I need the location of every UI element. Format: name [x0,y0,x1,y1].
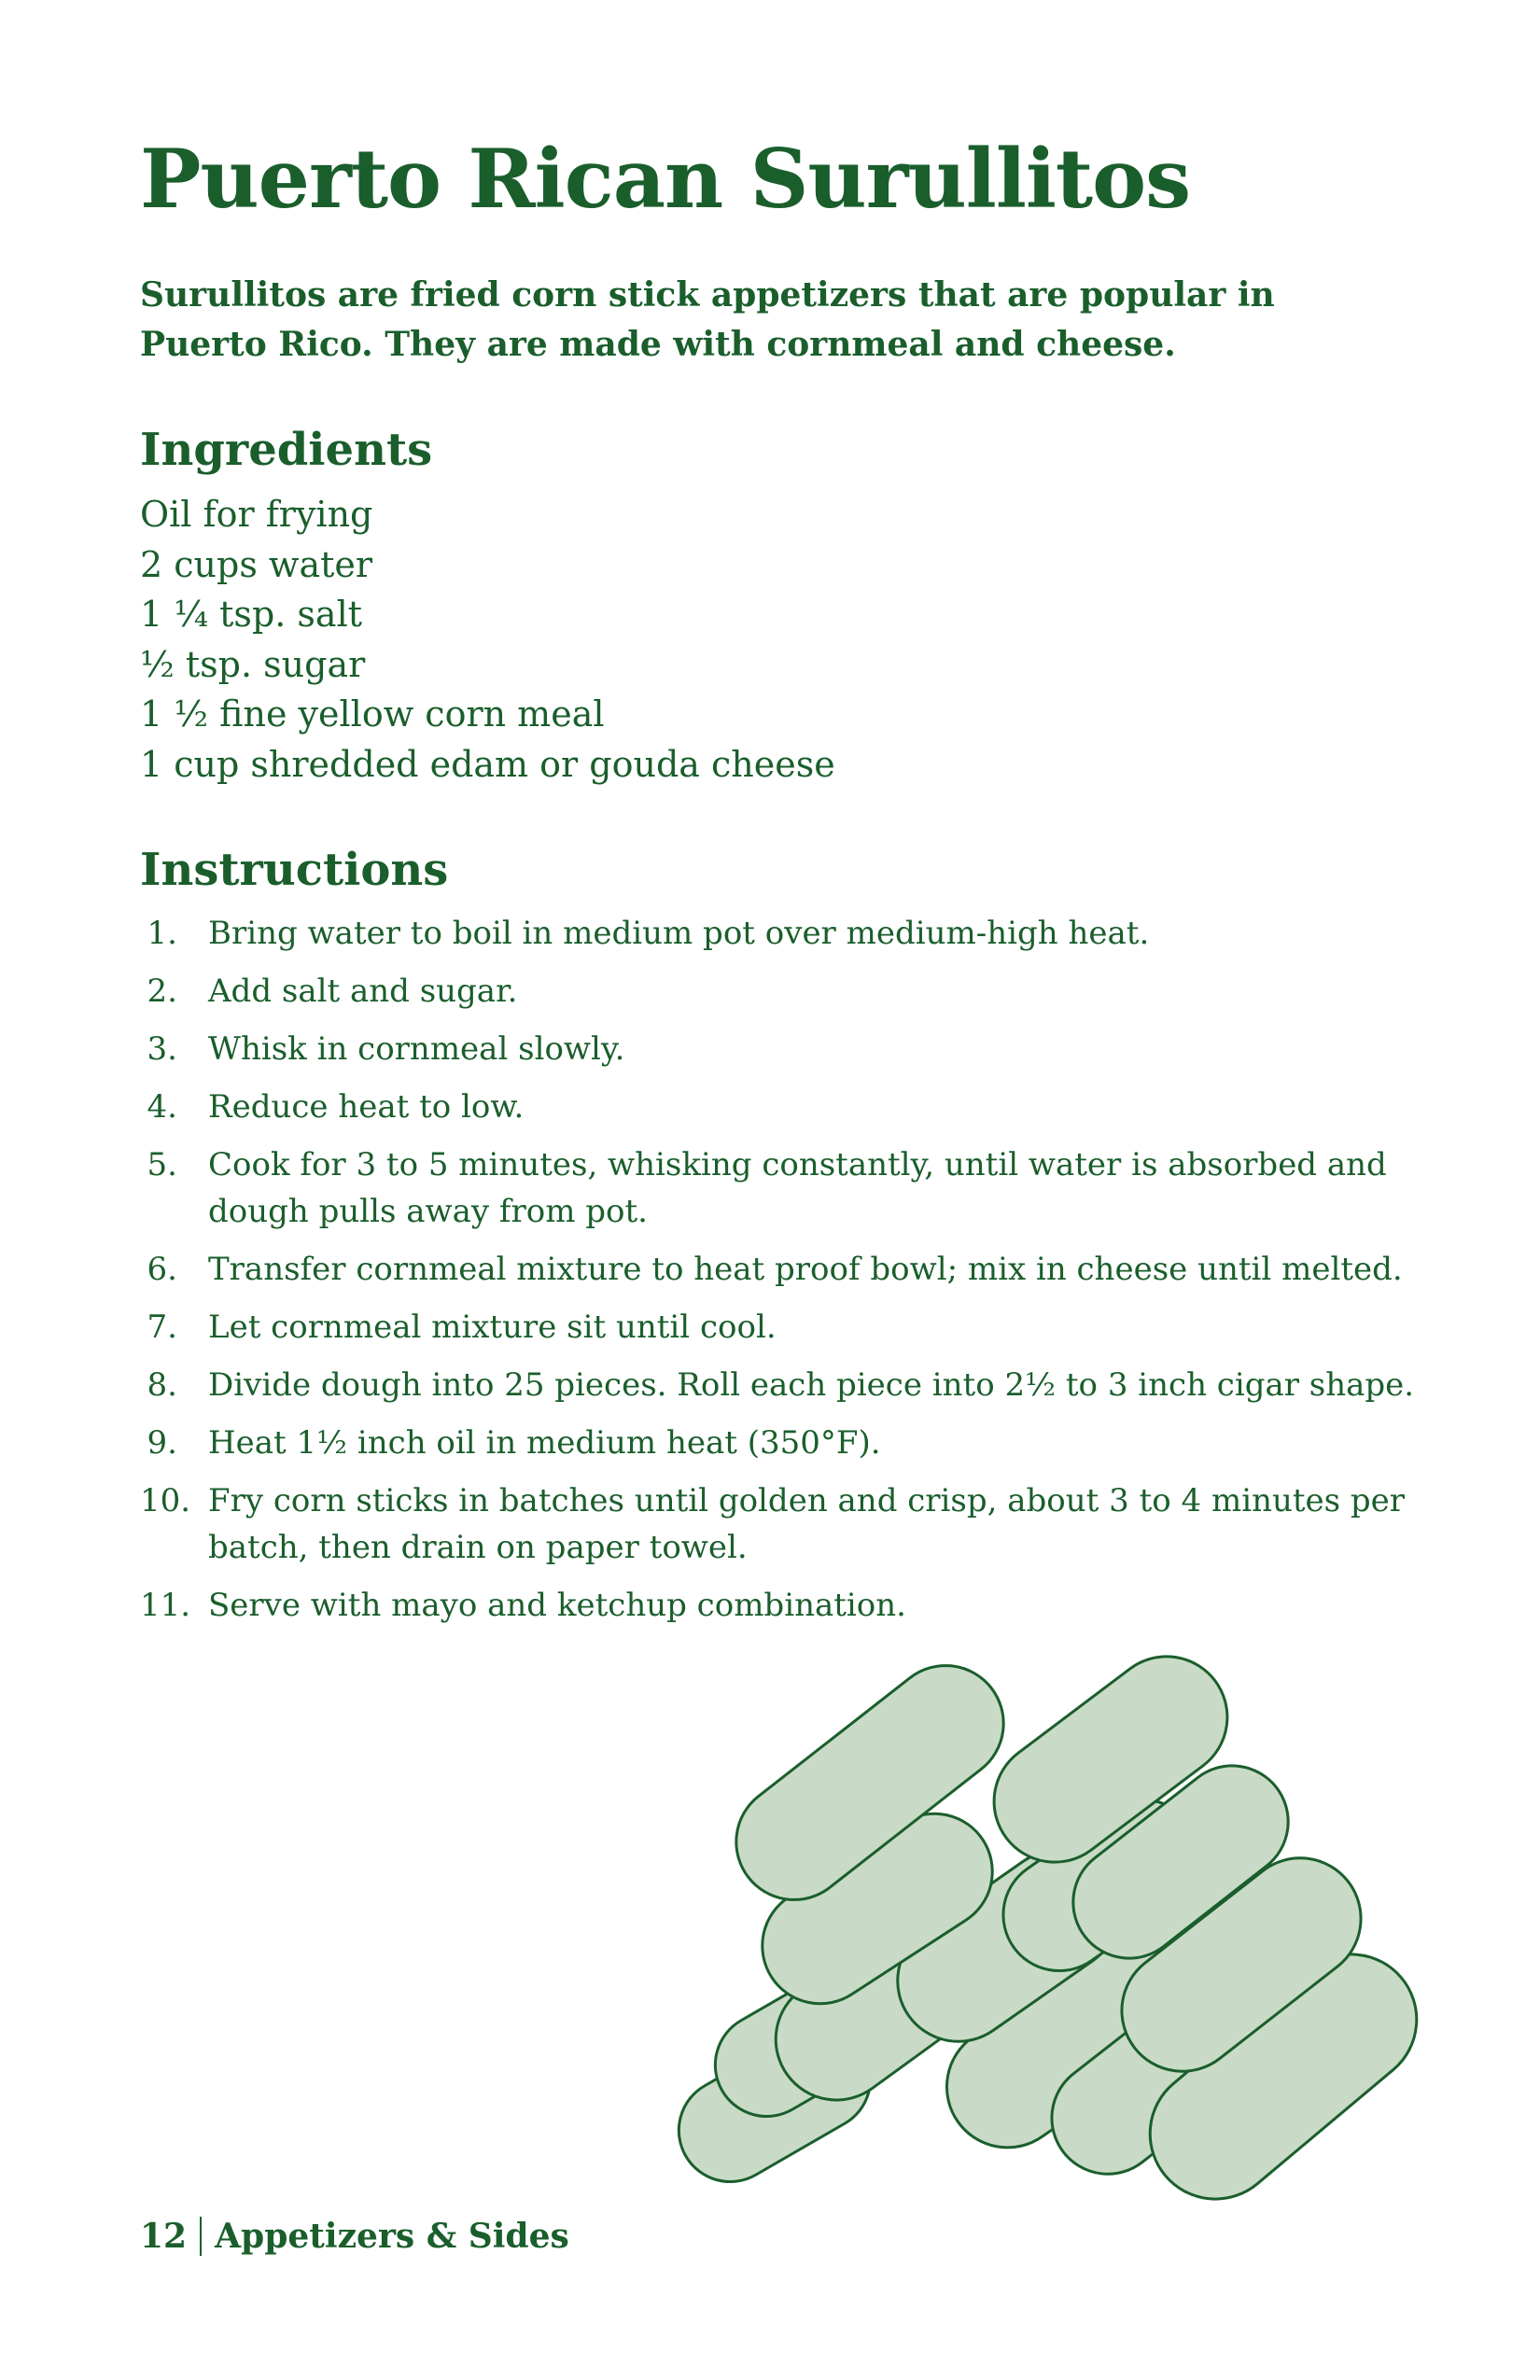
step-text: Let cornmeal mixture sit until cool. [208,1309,777,1346]
instruction-step [140,1582,1484,1629]
instruction-step [140,910,1484,957]
ingredient-item: 1 ¼ tsp. salt [140,594,363,636]
step-number: 4. [147,1088,177,1126]
instruction-step [140,1477,1484,1571]
ingredient-item: 1 cup shredded edam or gouda cheese [140,743,835,785]
instruction-step [140,968,1484,1015]
step-number: 7. [147,1309,177,1346]
recipe-intro: Surullitos are fried corn stick appetizers that are popular in Puerto Rico. They are made with cornmeal and cheese. [140,275,1275,364]
instruction-step [140,1362,1484,1408]
ingredient-item: Oil for frying [140,494,373,535]
ingredient-item: 2 cups water [140,543,373,585]
footer-divider [200,2217,202,2256]
step-text: Transfer cornmeal mixture to heat proof bowl; mix in cheese until melted. [208,1251,1403,1288]
page-number: 12 [140,2217,188,2256]
step-number: 3. [147,1030,177,1068]
instruction-step [140,1420,1484,1466]
page-title: Puerto Rican Surullitos [140,131,1191,227]
instruction-step [140,1141,1484,1235]
step-number: 10. [140,1482,191,1519]
step-text: Whisk in cornmeal slowly. [208,1030,625,1068]
corn-sticks-illustration [551,1629,1437,2240]
step-number: 9. [147,1424,177,1462]
instruction-step [140,1026,1484,1072]
section-name: Appetizers & Sides [215,2217,569,2256]
step-number: 11. [140,1587,191,1624]
step-number: 1. [147,915,177,952]
step-number: 2. [147,973,177,1010]
step-text: Add salt and sugar. [208,973,518,1010]
step-text: Divide dough into 25 pieces. Roll each piece into 2½ to 3 inch cigar shape. [208,1366,1415,1404]
instruction-step [140,1246,1484,1293]
step-text: Bring water to boil in medium pot over medium-high heat. [208,915,1150,952]
instruction-step [140,1304,1484,1351]
instructions-list [140,910,1484,1640]
ingredients-list [140,490,835,791]
ingredients-heading: Ingredients [140,424,433,476]
ingredient-item: 1 ½ fine yellow corn meal [140,693,605,735]
step-text: Reduce heat to low. [208,1088,525,1126]
step-number: 5. [147,1146,177,1183]
instruction-step [140,1084,1484,1130]
step-text: Heat 1½ inch oil in medium heat (350°F). [208,1424,881,1462]
step-number: 8. [147,1366,177,1404]
step-text: Cook for 3 to 5 minutes, whisking constantly, until water is absorbed and dough pulls away from pot. [208,1146,1387,1230]
page-footer [140,2217,569,2256]
step-text: Fry corn sticks in batches until golden and crisp, about 3 to 4 minutes per batch, then drain on paper towel. [208,1482,1406,1566]
ingredient-item: ½ tsp. sugar [140,643,366,685]
instructions-heading: Instructions [140,844,449,896]
step-number: 6. [147,1251,177,1288]
step-text: Serve with mayo and ketchup combination. [208,1587,906,1624]
